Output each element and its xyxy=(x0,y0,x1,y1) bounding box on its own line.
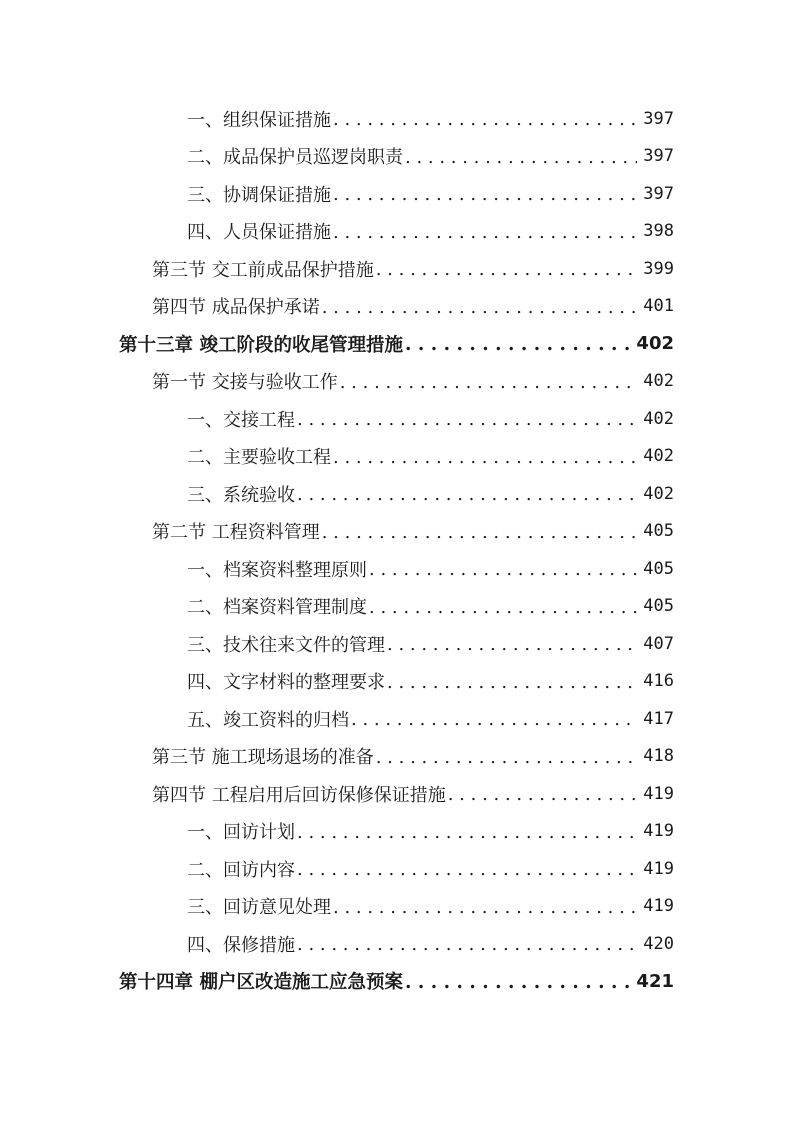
toc-subsection-row[interactable] xyxy=(0,213,793,251)
toc-page-number: 418 xyxy=(643,746,674,767)
dot-leader xyxy=(333,447,637,468)
dot-leader xyxy=(405,334,630,355)
toc-entry-label: 三、回访意见处理 xyxy=(187,897,331,919)
dot-leader xyxy=(351,709,637,730)
dot-leader xyxy=(297,859,637,880)
toc-page-number: 420 xyxy=(643,933,674,954)
toc-page-number: 399 xyxy=(643,258,674,279)
toc-subsection-row[interactable] xyxy=(0,400,793,438)
dot-leader xyxy=(333,109,637,130)
toc-page-number: 417 xyxy=(643,708,674,729)
toc-subsection-row[interactable] xyxy=(0,700,793,738)
table-of-contents xyxy=(0,100,793,1000)
toc-entry-label: 三、系统验收 xyxy=(187,484,295,506)
toc-entry-label: 二、主要验收工程 xyxy=(187,447,331,469)
toc-page-number: 419 xyxy=(643,896,674,917)
dot-leader xyxy=(448,784,638,805)
toc-subsection-row[interactable] xyxy=(0,625,793,663)
toc-subsection-row[interactable] xyxy=(0,813,793,851)
toc-chapter-row[interactable] xyxy=(0,325,793,363)
dot-leader xyxy=(322,522,638,543)
toc-subsection-row[interactable] xyxy=(0,138,793,176)
toc-entry-label: 第十三章 竣工阶段的收尾管理措施 xyxy=(119,334,403,356)
dot-leader xyxy=(369,559,637,580)
toc-chapter-row[interactable] xyxy=(0,963,793,1001)
toc-entry-label: 四、人员保证措施 xyxy=(187,222,331,244)
dot-leader xyxy=(387,634,637,655)
toc-entry-label: 第三节 交工前成品保护措施 xyxy=(152,259,374,281)
toc-entry-label: 四、文字材料的整理要求 xyxy=(187,672,385,694)
dot-leader xyxy=(340,372,638,393)
toc-subsection-row[interactable] xyxy=(0,175,793,213)
toc-section-row[interactable] xyxy=(0,250,793,288)
dot-leader xyxy=(297,934,637,955)
toc-page-number: 419 xyxy=(643,858,674,879)
toc-subsection-row[interactable] xyxy=(0,925,793,963)
toc-subsection-row[interactable] xyxy=(0,550,793,588)
toc-section-row[interactable] xyxy=(0,738,793,776)
toc-entry-label: 第二节 工程资料管理 xyxy=(152,522,320,544)
toc-entry-label: 第四节 工程启用后回访保修保证措施 xyxy=(152,784,446,806)
toc-section-row[interactable] xyxy=(0,288,793,326)
toc-section-row[interactable] xyxy=(0,513,793,551)
toc-page-number: 402 xyxy=(643,483,674,504)
toc-entry-label: 第十四章 棚户区改造施工应急预案 xyxy=(119,972,403,994)
toc-entry-label: 三、协调保证措施 xyxy=(187,184,331,206)
toc-entry-label: 一、档案资料整理原则 xyxy=(187,559,367,581)
toc-entry-label: 二、档案资料管理制度 xyxy=(187,597,367,619)
toc-page-number: 397 xyxy=(643,146,674,167)
toc-subsection-row[interactable] xyxy=(0,588,793,626)
toc-page-number: 405 xyxy=(643,521,674,542)
toc-entry-label: 第三节 施工现场退场的准备 xyxy=(152,747,374,769)
dot-leader xyxy=(297,484,637,505)
dot-leader xyxy=(333,897,637,918)
toc-subsection-row[interactable] xyxy=(0,663,793,701)
dot-leader xyxy=(405,972,630,993)
toc-entry-label: 五、竣工资料的归档 xyxy=(187,709,349,731)
toc-page-number: 405 xyxy=(643,596,674,617)
toc-entry-label: 第四节 成品保护承诺 xyxy=(152,297,320,319)
toc-page-number: 397 xyxy=(643,183,674,204)
toc-subsection-row[interactable] xyxy=(0,888,793,926)
toc-entry-label: 一、回访计划 xyxy=(187,822,295,844)
toc-section-row[interactable] xyxy=(0,775,793,813)
toc-page-number: 398 xyxy=(643,221,674,242)
toc-page-number: 407 xyxy=(643,633,674,654)
toc-page-number: 401 xyxy=(643,296,674,317)
toc-page-number: 416 xyxy=(643,671,674,692)
toc-page-number: 419 xyxy=(643,783,674,804)
dot-leader xyxy=(333,184,637,205)
toc-page-number: 405 xyxy=(643,558,674,579)
toc-page-number: 402 xyxy=(643,371,674,392)
toc-subsection-row[interactable] xyxy=(0,438,793,476)
toc-subsection-row[interactable] xyxy=(0,850,793,888)
dot-leader xyxy=(297,822,637,843)
dot-leader xyxy=(333,222,637,243)
toc-page-number: 402 xyxy=(636,333,674,355)
toc-entry-label: 第一节 交接与验收工作 xyxy=(152,372,338,394)
dot-leader xyxy=(376,747,638,768)
toc-entry-label: 二、回访内容 xyxy=(187,859,295,881)
toc-entry-label: 四、保修措施 xyxy=(187,934,295,956)
toc-entry-label: 二、成品保护员巡逻岗职责 xyxy=(187,147,403,169)
toc-subsection-row[interactable] xyxy=(0,100,793,138)
dot-leader xyxy=(387,672,637,693)
toc-section-row[interactable] xyxy=(0,363,793,401)
dot-leader xyxy=(405,147,637,168)
toc-entry-label: 一、组织保证措施 xyxy=(187,109,331,131)
dot-leader xyxy=(297,409,637,430)
toc-entry-label: 三、技术往来文件的管理 xyxy=(187,634,385,656)
toc-page-number: 421 xyxy=(636,970,674,992)
toc-entry-label: 一、交接工程 xyxy=(187,409,295,431)
dot-leader xyxy=(369,597,637,618)
dot-leader xyxy=(376,259,638,280)
toc-page-number: 397 xyxy=(643,108,674,129)
toc-subsection-row[interactable] xyxy=(0,475,793,513)
toc-page-number: 419 xyxy=(643,821,674,842)
dot-leader xyxy=(322,297,638,318)
toc-page-number: 402 xyxy=(643,446,674,467)
toc-page-number: 402 xyxy=(643,408,674,429)
